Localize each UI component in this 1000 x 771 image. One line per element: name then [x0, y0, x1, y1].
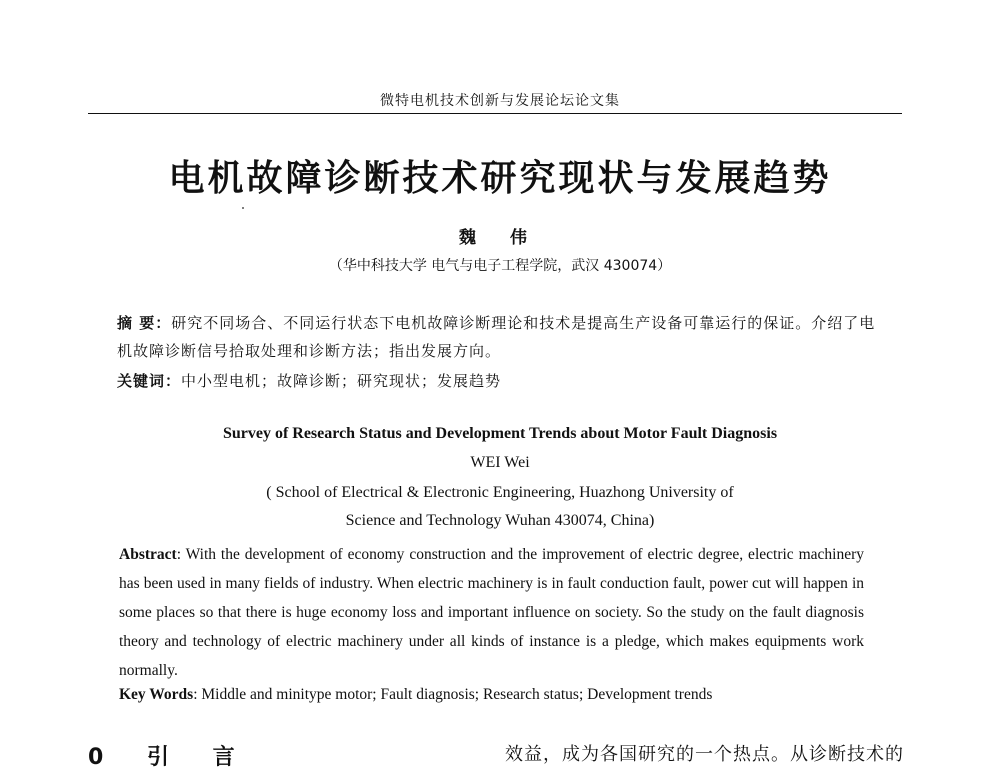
paper-title-cn: 电机故障诊断技术研究现状与发展趋势: [168, 158, 832, 199]
paper-title-en: Survey of Research Status and Development Trends about Motor Fault Diagnosis: [222, 425, 778, 442]
keywords-en: [119, 686, 864, 704]
abstract-cn-text: 研究不同场合、不同运行状态下电机故障诊断理论和技术是提高生产设备可靠运行的保证。介绍了电机故障诊断信号拾取处理和诊断方法；指出发展方向。: [117, 314, 876, 360]
abstract-cn: [117, 309, 877, 365]
abstract-en: [119, 540, 864, 685]
section-heading: 0 引 言: [88, 745, 253, 770]
abstract-cn-label: 摘 要：: [117, 314, 172, 332]
abstract-en-text: : With the development of economy construction and the improvement of electric degree, electric machinery has been used in many fields of industry. When electric machinery is in fault conduction fault, power cut will happen in some places so that there is huge economy loss and important influence on society. So the study on the fault diagnosis theory and technology of electric machinery under all kinds of instance is a pledge, which makes equipments work normally.: [119, 546, 864, 679]
keywords-cn-label: 关键词：: [117, 372, 182, 390]
affiliation-cn: （华中科技大学 电气与电子工程学院，武汉 430074）: [328, 258, 672, 274]
keywords-cn: [117, 367, 877, 395]
abstract-en-label: Abstract: [119, 546, 177, 563]
affiliation-en-line2: Science and Technology Wuhan 430074, China): [345, 512, 655, 529]
author-cn: 魏 伟: [459, 228, 541, 248]
right-column-text: 效益，成为各国研究的一个热点。从诊断技术的: [505, 744, 904, 765]
header-rule: [88, 113, 902, 114]
keywords-en-text: : Middle and minitype motor; Fault diagnosis; Research status; Development trends: [193, 686, 713, 703]
keywords-cn-text: 中小型电机；故障诊断；研究现状；发展趋势: [181, 372, 502, 390]
keywords-en-label: Key Words: [119, 686, 194, 703]
stray-dot: [242, 207, 244, 209]
author-en: WEI Wei: [470, 454, 530, 471]
journal-header: 微特电机技术创新与发展论坛论文集: [380, 93, 620, 109]
affiliation-en-line1: ( School of Electrical & Electronic Engineering, Huazhong University of: [266, 484, 734, 501]
